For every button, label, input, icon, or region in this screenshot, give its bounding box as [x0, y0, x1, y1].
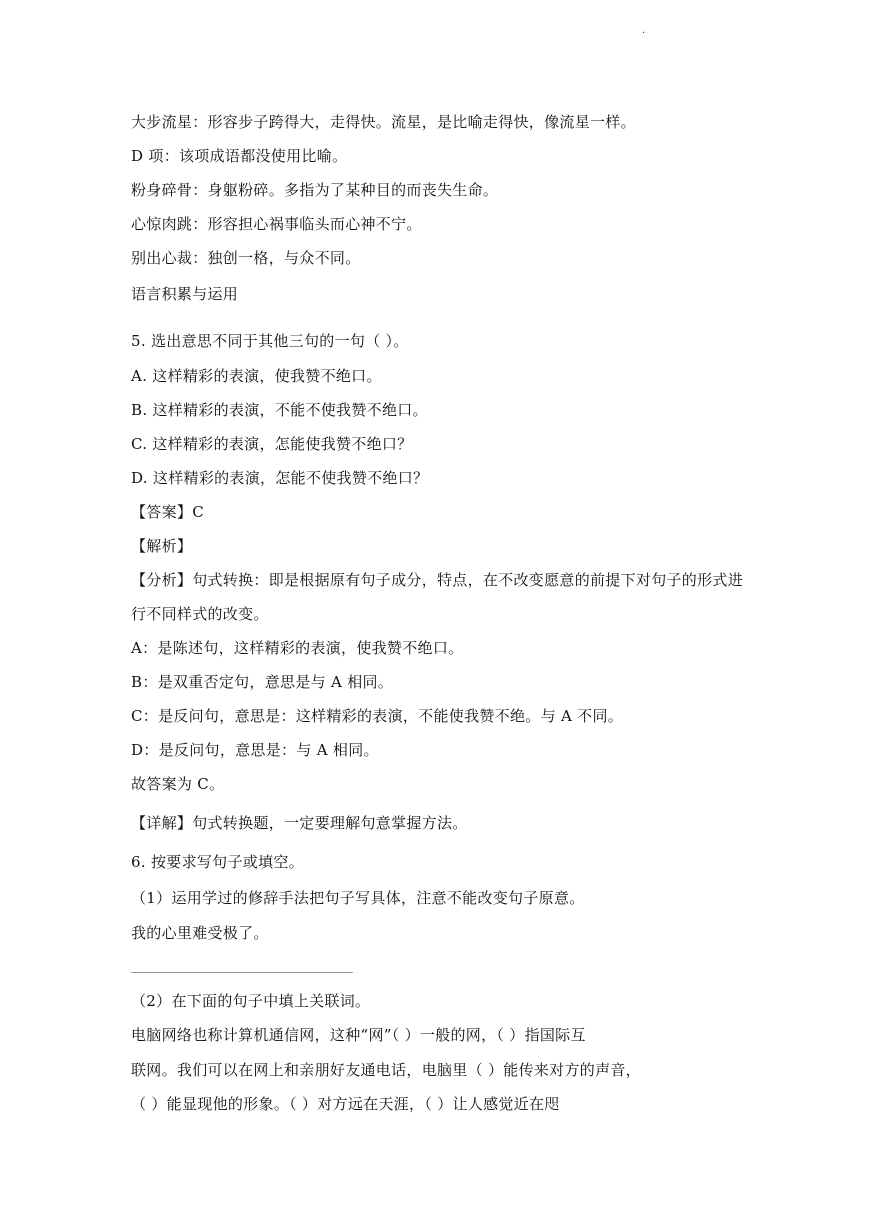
text-line: 粉身碎骨：身躯粉碎。多指为了某种目的而丧失生命。 — [131, 181, 499, 199]
header-mark: · — [642, 28, 646, 39]
subquestion-2: （2）在下面的句子中填上关联词。 — [131, 992, 371, 1010]
analysis-d: D：是反问句，意思是：与 A 相同。 — [131, 741, 379, 759]
text-line: 大步流星：形容步子跨得大，走得快。流星，是比喻走得快，像流星一样。 — [131, 113, 636, 131]
option-d: D. 这样精彩的表演，怎能不使我赞不绝口？ — [131, 469, 429, 487]
analysis-b: B：是双重否定句，意思是与 A 相同。 — [131, 673, 394, 691]
fill-in-line-2: 联网。我们可以在网上和亲朋好友通电话，电脑里（ ）能传来对方的声音， — [131, 1061, 641, 1079]
analysis-heading: 【解析】 — [131, 537, 193, 555]
question-5: 5. 选出意思不同于其他三句的一句（ ）。 — [131, 332, 409, 350]
analysis-text: 【分析】句式转换：即是根据原有句子成分，特点，在不改变愿意的前提下对句子的形式进 — [131, 571, 744, 589]
answer-blank-line[interactable] — [131, 972, 353, 973]
question-6: 6. 按要求写句子或填空。 — [131, 853, 304, 871]
fill-in-line-1: 电脑网络也称计算机通信网，这种“网”（ ）一般的网，（ ）指国际互 — [131, 1026, 586, 1044]
option-c: C. 这样精彩的表演，怎能使我赞不绝口？ — [131, 435, 413, 453]
option-b: B. 这样精彩的表演，不能不使我赞不绝口。 — [131, 401, 428, 419]
text-line: 心惊肉跳：形容担心祸事临头而心神不宁。 — [131, 215, 422, 233]
sentence-prompt: 我的心里难受极了。 — [131, 924, 269, 942]
answer-line: 【答案】C — [131, 503, 204, 521]
text-line: 别出心裁：独创一格，与众不同。 — [131, 249, 361, 267]
fill-in-line-3: （ ）能显现他的形象。（ ）对方远在天涯，（ ）让人感觉近在咫 — [131, 1095, 560, 1113]
option-a: A. 这样精彩的表演，使我赞不绝口。 — [131, 367, 382, 385]
analysis-c: C：是反问句，意思是：这样精彩的表演，不能使我赞不绝。与 A 不同。 — [131, 707, 624, 725]
analysis-text-cont: 行不同样式的改变。 — [131, 605, 269, 623]
detail-line: 【详解】句式转换题，一定要理解句意掌握方法。 — [131, 814, 468, 832]
text-line: D 项：该项成语都没使用比喻。 — [131, 147, 348, 165]
section-heading: 语言积累与运用 — [131, 285, 239, 303]
conclusion: 故答案为 C。 — [131, 775, 225, 793]
subquestion-1: （1）运用学过的修辞手法把句子写具体，注意不能改变句子原意。 — [131, 889, 585, 907]
analysis-a: A：是陈述句，这样精彩的表演，使我赞不绝口。 — [131, 639, 464, 657]
